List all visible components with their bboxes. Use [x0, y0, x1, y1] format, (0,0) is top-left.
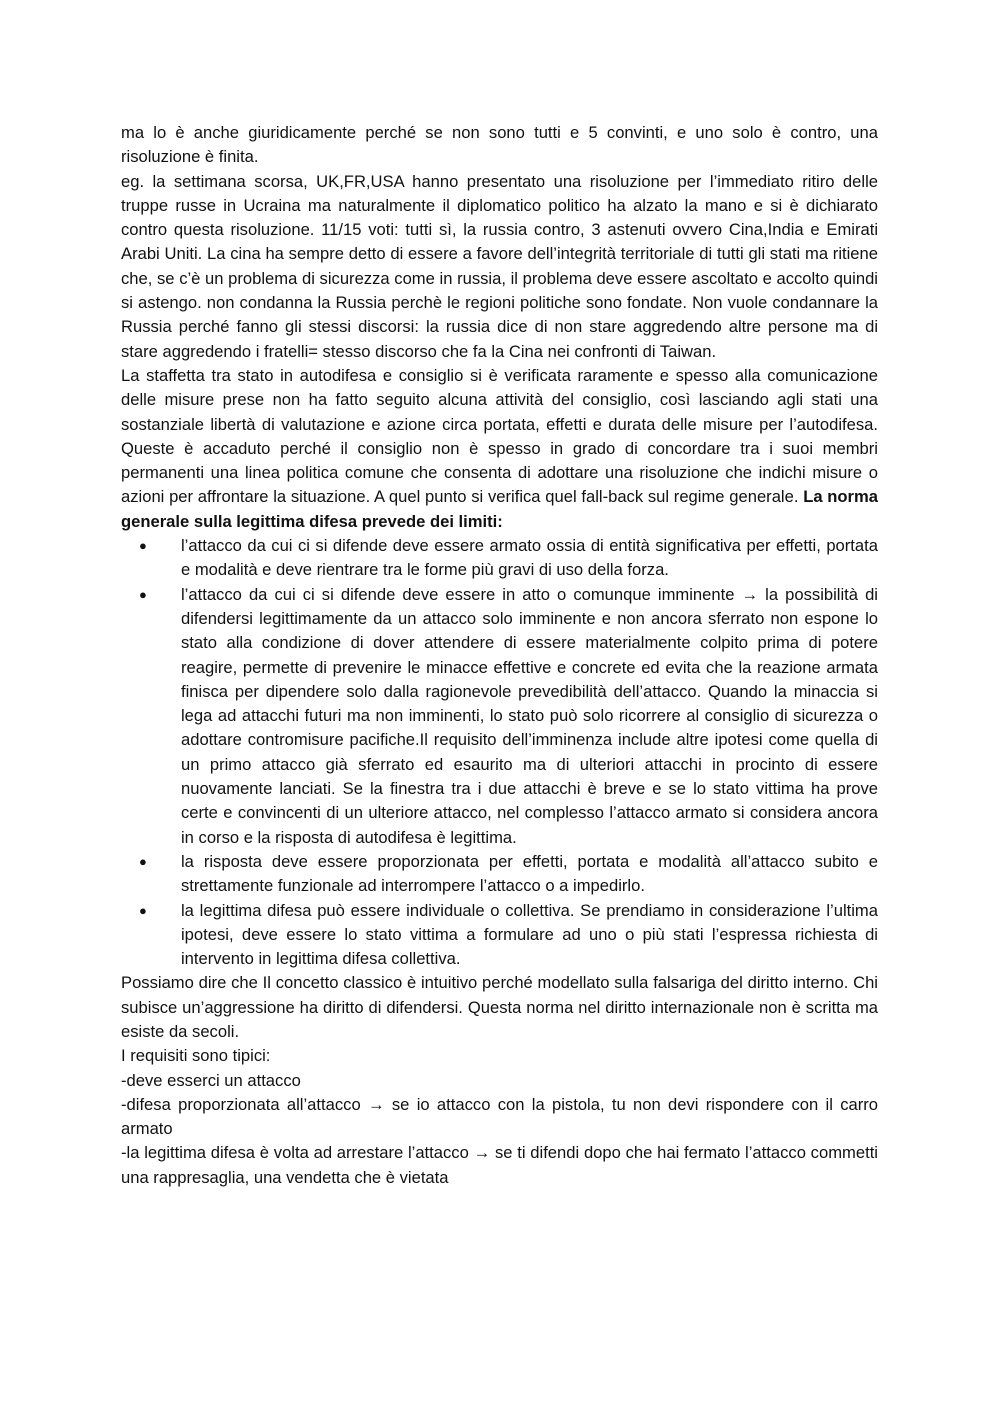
bullet-icon: ● [139, 538, 147, 554]
bullet-icon: ● [139, 902, 147, 918]
list-item-text: la legittima difesa può essere individuale o collettiva. Se prendiamo in considerazione l’ultima ipotesi, deve essere lo stato vittima a formulare ad uno o più stati l’espressa richiesta di intervento in legittima difesa collettiva. [181, 900, 878, 969]
limits-list [121, 534, 878, 971]
paragraph: -la legittima difesa è volta ad arrestare l’attacco → se ti difendi dopo che hai fermato l’attacco commetti una rappresaglia, una vendetta che è vietata [121, 1143, 878, 1187]
list-item [121, 899, 878, 972]
paragraph: ma lo è anche giuridicamente perché se non sono tutti e 5 convinti, e uno solo è contro, una risoluzione è finita. [121, 123, 878, 167]
paragraph: -deve esserci un attacco [121, 1070, 301, 1090]
list-item-text: la risposta deve essere proporzionata per effetti, portata e modalità all’attacco subito e strettamente funzionale ad interrompere l’attacco o a impedirlo. [181, 851, 878, 896]
paragraph: -difesa proporzionata all’attacco → se io attacco con la pistola, tu non devi rispondere con il carro armato [121, 1094, 878, 1139]
list-item [121, 534, 878, 583]
bold-heading: La norma generale sulla legittima difesa prevede dei limiti: [121, 487, 878, 531]
paragraph: Possiamo dire che Il concetto classico è intuitivo perché modellato sulla falsariga del diritto interno. Chi subisce un’aggressione ha diritto di difendersi. Questa norma nel diritto internazionale non è scritta ma esiste da secoli. [121, 973, 878, 1041]
bullet-icon: ● [139, 586, 147, 602]
list-item-text: l’attacco da cui ci si difende deve essere armato ossia di entità significativa per effetti, portata e modalità e deve rientrare tra le forme più gravi di uso della forza. [181, 536, 878, 580]
list-item [121, 583, 878, 850]
paragraph: I requisiti sono tipici: [121, 1046, 271, 1066]
paragraph-text: La staffetta tra stato in autodifesa e consiglio si è verificata raramente e spesso alla comunicazione delle misure prese non ha fatto seguito alcuna attività del consiglio, così lasciando agli stati una sostanziale libertà di valutazione e azione circa portata, effetti e durata delle misure per l’autodifesa. Queste è accaduto perché il consiglio non è spesso in grado di concordare tra i suoi membri permanenti una linea politica comune che consenta di adottare una risoluzione che indichi misure o azioni per affrontare la situazione. A quel punto si verifica quel fall-back sul regime generale. [121, 365, 878, 507]
paragraph-staffetta [121, 364, 878, 534]
bullet-icon: ● [139, 853, 147, 869]
document-body [121, 121, 878, 1190]
list-item [121, 850, 878, 899]
paragraph: eg. la settimana scorsa, UK,FR,USA hanno presentato una risoluzione per l’immediato ritiro delle truppe russe in Ucraina ma naturalmente il diplomatico politico ha alzato la mano e si è dichiarato contro questa risoluzione. 11/15 voti: tutti sì, la russia contro, 3 astenuti ovvero Cina,India e Emirati Arabi Uniti. La cina ha sempre detto di essere a favore dell’integrità territoriale di tutti gli stati ma ritiene che, se c’è un problema di sicurezza come in russia, il problema deve essere ascoltato e accolto quindi si astengo. non condanna la Russia perchè le regioni politiche sono fondate. Non vuole condannare la Russia perché fanno gli stessi discorsi: la russia dice di non stare aggredendo altre persone ma di stare aggredendo i fratelli= stesso discorso che fa la Cina nei confronti di Taiwan. [121, 171, 878, 361]
list-item-text: l’attacco da cui ci si difende deve essere in atto o comunque imminente → la possibilità di difendersi legittimamente da un attacco solo imminente e non ancora sferrato non espone lo stato alla condizione di dover attendere di essere materialmente colpito prima di potere reagire, permette di prevenire le minacce effettive e concrete ed evita che la reazione armata finisca per dipendere solo dalla ragionevole prevedibilità dell’attacco. Quando la minaccia si lega ad attacchi futuri ma non imminenti, lo stato può solo ricorrere al consiglio di sicurezza o adottare contromisure pacifiche.Il requisito dell’imminenza include altre ipotesi come quella di un primo attacco già sferrato ed esaurito ma di ulteriori attacchi in procinto di essere nuovamente lanciati. Se la finestra tra i due attacchi è breve e se lo stato vittima ha prove certe e convincenti di un ulteriore attacco, nel complesso l’attacco armato si considera ancora in corso e la risposta di autodifesa è legittima. [181, 584, 878, 847]
